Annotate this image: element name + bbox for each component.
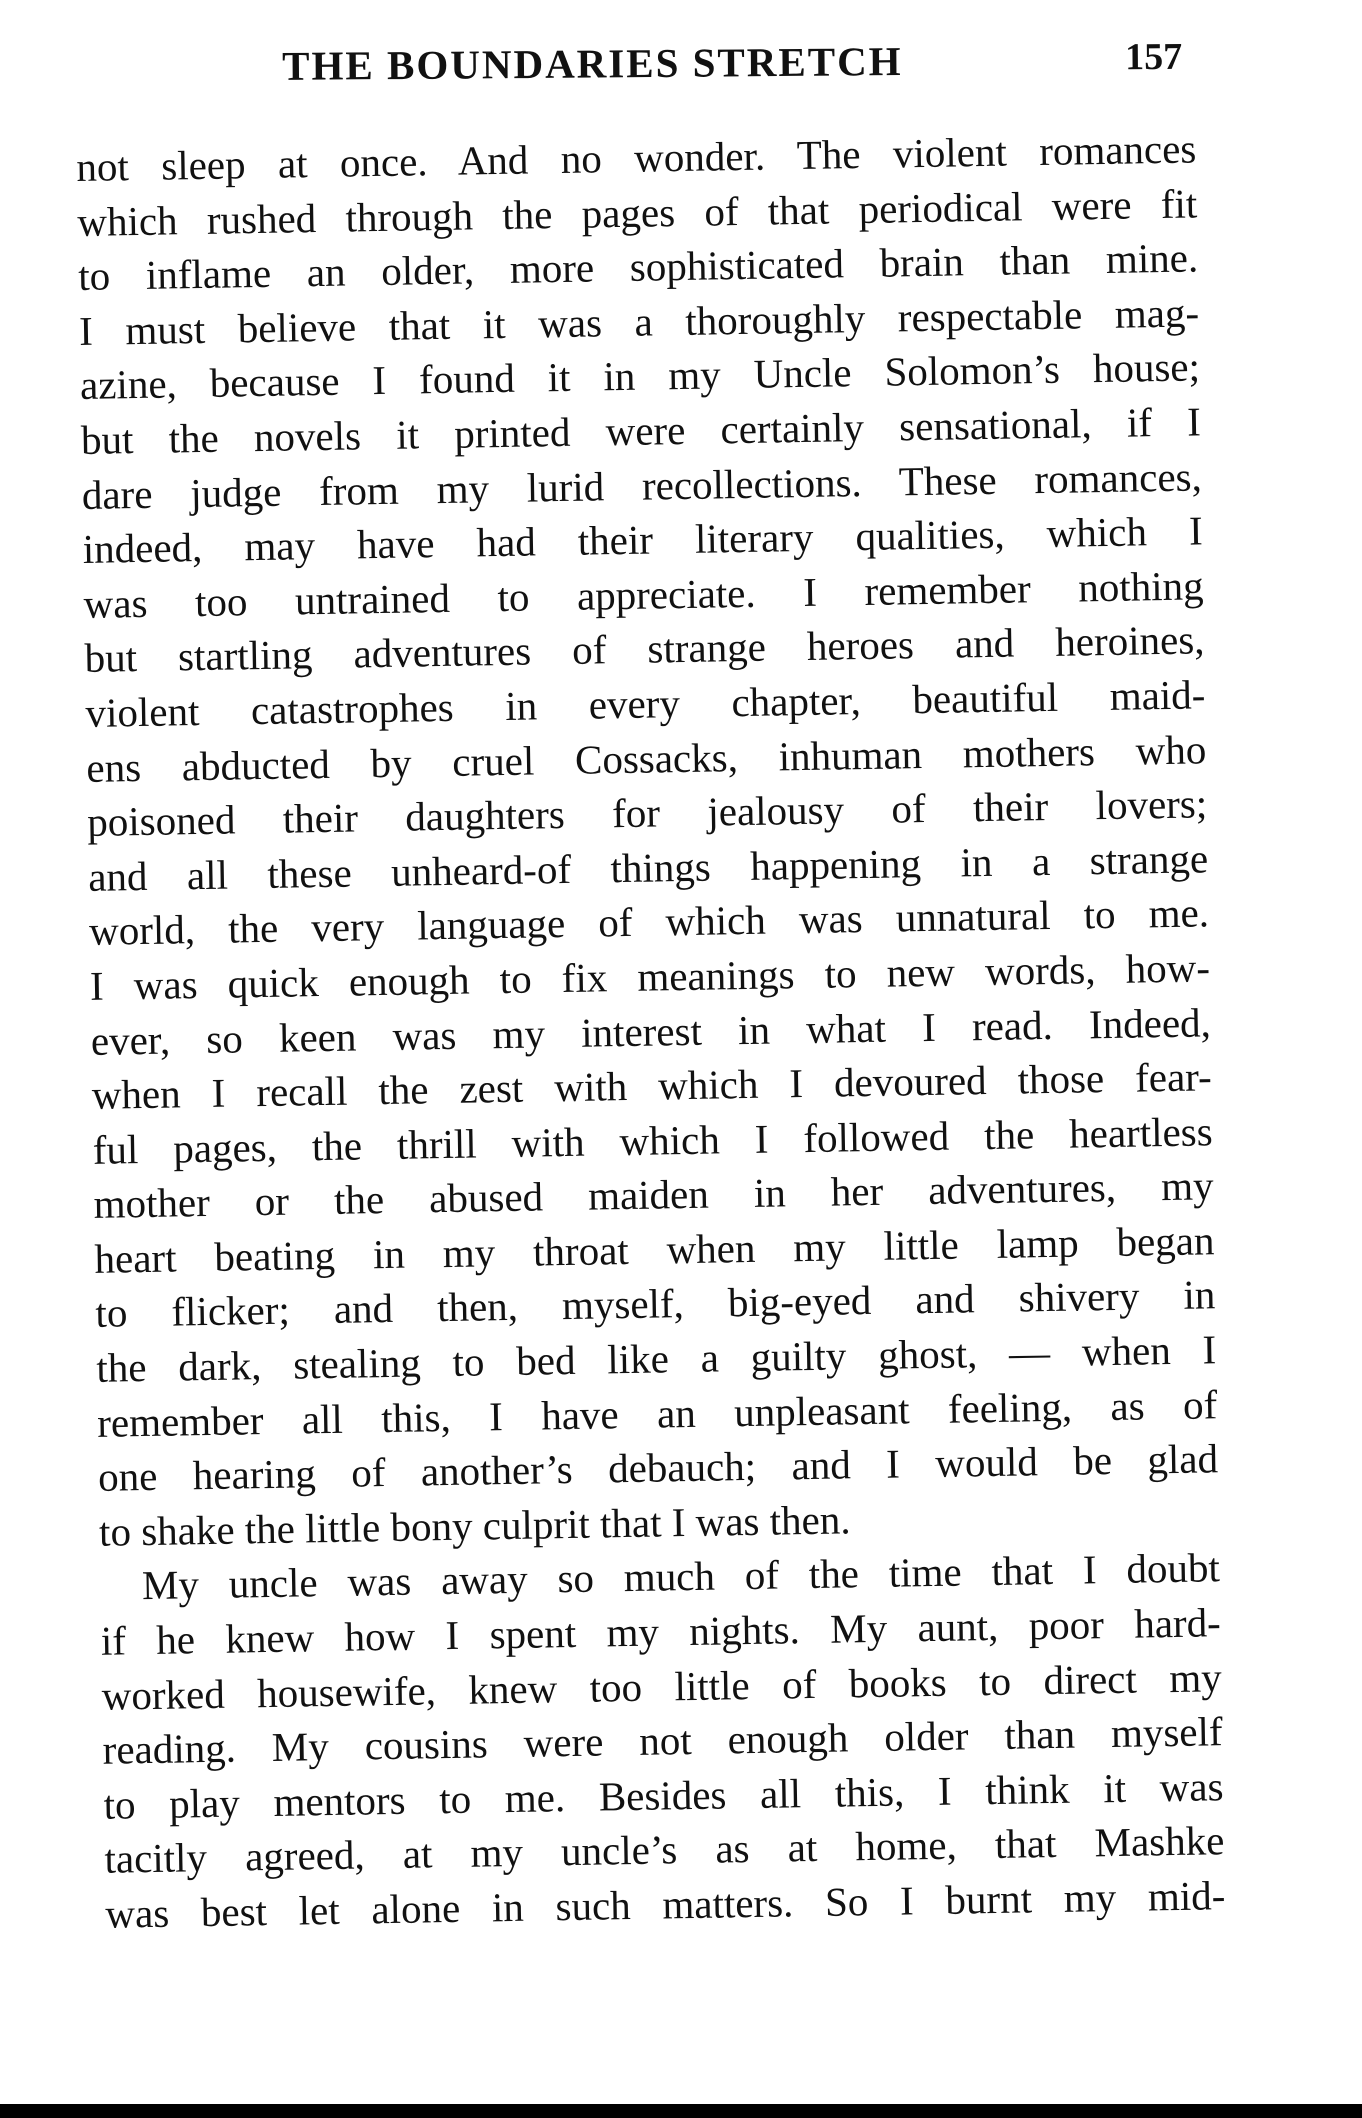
text-line: but startling adventures of strange heroes and heroines,: [84, 616, 1205, 682]
text-line: which rushed through the pages of that periodical were fit: [76, 180, 1198, 245]
text-line: worked housewife, knew too little of books to direct my: [101, 1653, 1223, 1719]
body-text: [76, 121, 1226, 1941]
text-line: heart beating in my throat when my little lamp began: [94, 1217, 1215, 1282]
text-line: I must believe that it was a thoroughly respectable mag-: [78, 289, 1200, 354]
text-line: remember all this, I have an unpleasant feeling, as of: [96, 1380, 1218, 1446]
paragraph-1: [76, 121, 1219, 1559]
paragraph-2: [100, 1541, 1226, 1942]
text-line: to play mentors to me. Besides all this, I think it was: [103, 1763, 1224, 1828]
text-line: My uncle was away so much of the time that I doubt: [141, 1544, 1221, 1609]
text-line: not sleep at once. And no wonder. The violent romances: [76, 125, 1197, 190]
text-line: world, the very language of which was unnatural to me.: [88, 889, 1210, 955]
running-head: [270, 35, 1182, 102]
text-line: reading. My cousins were not enough older than myself: [102, 1708, 1223, 1773]
text-line: to inflame an older, more sophisticated brain than mine.: [77, 234, 1199, 300]
text-line: poisoned their daughters for jealousy of their lovers;: [86, 780, 1208, 846]
page-number: 157: [1124, 35, 1183, 79]
text-line: azine, because I found it in my Uncle Solomon’s house;: [79, 343, 1201, 409]
text-line: violent catastrophes in every chapter, beautiful maid-: [85, 671, 1206, 736]
text-line: one hearing of another’s debauch; and I would be glad: [97, 1435, 1219, 1501]
text-line: was too untrained to appreciate. I remember nothing: [83, 562, 1204, 627]
text-line: and all these unheard-of things happening in a strange: [87, 835, 1209, 900]
text-line: ful pages, the thrill with which I followed the heartless: [92, 1107, 1213, 1173]
text-line: but the novels it printed were certainly sensational, if I: [80, 398, 1202, 463]
text-line: was best let alone in such matters. So I burnt my mid-: [105, 1872, 1226, 1937]
text-line: to flicker; and then, myself, big-eyed and shivery in: [95, 1271, 1216, 1337]
text-line: dare judge from my lurid recollections. These romances,: [81, 452, 1203, 518]
running-title: THE BOUNDARIES STRETCH: [282, 38, 903, 89]
text-line: to shake the little bony culprit that I was then.: [98, 1496, 851, 1555]
text-line: indeed, may have had their literary qualities, which I: [82, 507, 1204, 573]
text-line: ens abducted by cruel Cossacks, inhuman mothers who: [86, 725, 1207, 791]
text-line: I was quick enough to fix meanings to new words, how-: [89, 944, 1211, 1009]
text-line: if he knew how I spent my nights. My aunt, poor hard-: [100, 1599, 1222, 1664]
text-line: mother or the abused maiden in her adventures, my: [93, 1162, 1214, 1228]
scan-bottom-edge: [0, 2104, 1362, 2118]
text-line: when I recall the zest with which I devoured those fear-: [91, 1053, 1213, 1118]
text-line: the dark, stealing to bed like a guilty ghost, — when I: [95, 1326, 1217, 1391]
text-line: ever, so keen was my interest in what I read. Indeed,: [90, 998, 1212, 1064]
text-line: tacitly agreed, at my uncle’s as at home, that Mashke: [104, 1817, 1225, 1883]
